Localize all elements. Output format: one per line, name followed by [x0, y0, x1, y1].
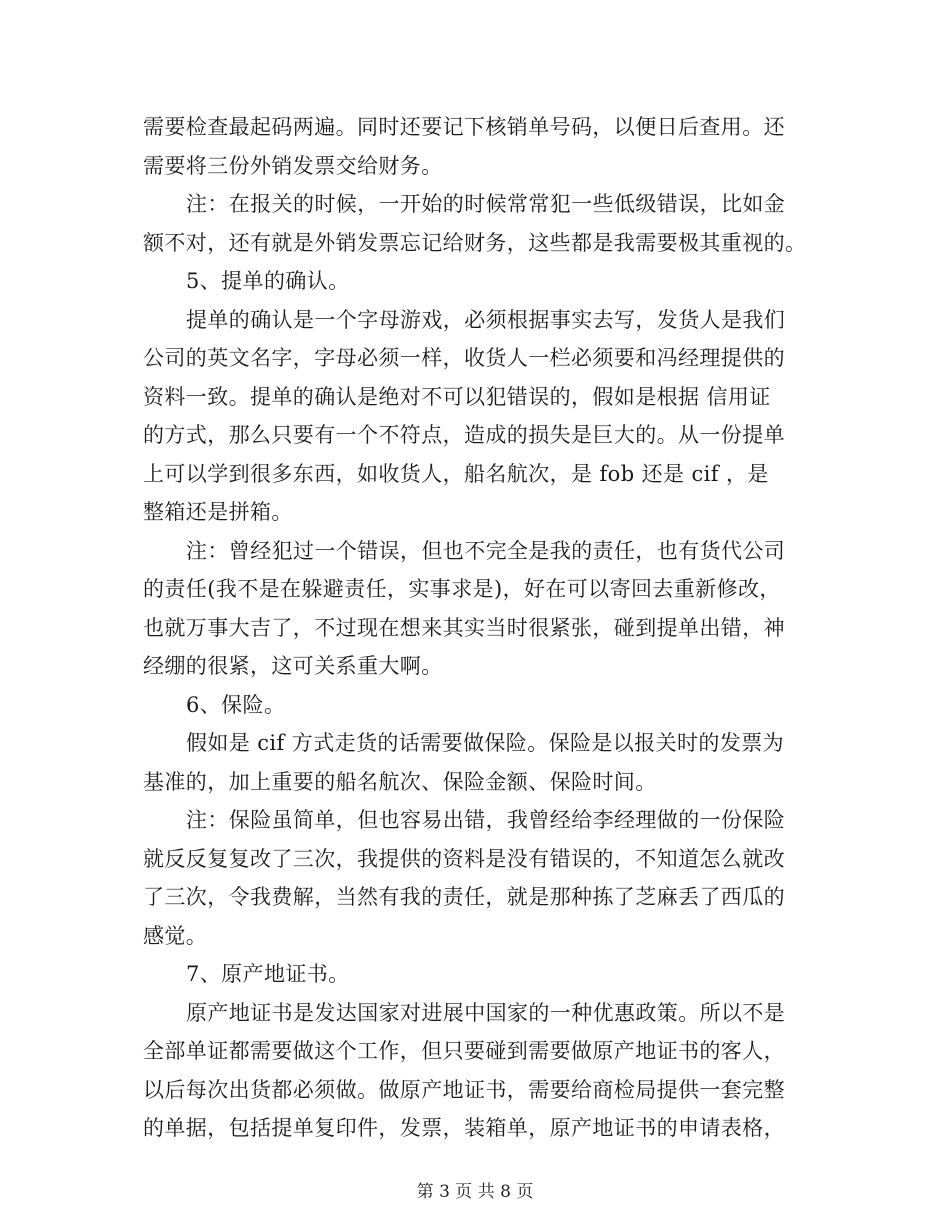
text-line: 的方式，那么只要有一个不符点，造成的损失是巨大的。从一份提单	[143, 423, 785, 447]
section-heading: 5、提单的确认。	[186, 269, 350, 293]
section-heading: 6、保险。	[186, 692, 286, 717]
text-line: 全部单证都需要做这个工作，但只要碰到需要做原产地证书的客人，	[143, 1039, 785, 1063]
text-line: 原产地证书是发达国家对进展中国家的一种优惠政策。所以不是	[186, 1000, 786, 1025]
text-line: 以后每次出货都必须做。做原产地证书，需要给商检局提供一套完整	[143, 1077, 785, 1102]
text-line: 需要检查最起码两遍。同时还要记下核销单号码，以便日后查用。还	[143, 115, 785, 139]
text-line: 感觉。	[143, 923, 208, 948]
text-line: 的单据，包括提单复印件，发票，装箱单，原产地证书的申请表格，	[143, 1116, 785, 1140]
text-line: 假如是 cif 方式走货的话需要做保险。保险是以报关时的发票为	[186, 731, 784, 755]
text-line: 经绷的很紧，这可关系重大啊。	[143, 654, 443, 678]
text-line: 的责任(我不是在躲避责任，实事求是)，好在可以寄回去重新修改，	[143, 577, 781, 601]
text-line: 需要将三份外销发票交给财务。	[143, 153, 443, 178]
page-footer: 第 3 页 共 8 页	[416, 1182, 534, 1202]
text-line: 也就万事大吉了，不过现在想来其实当时很紧张，碰到提单出错，神	[143, 615, 785, 640]
text-line: 了三次，令我费解，当然有我的责任，就是那种拣了芝麻丢了西瓜的	[143, 885, 785, 909]
text-line: 公司的英文名字，字母必须一样，收货人一栏必须要和冯经理提供的	[143, 346, 785, 370]
text-line: 额不对，还有就是外销发票忘记给财务，这些都是我需要极其重视的。	[143, 230, 807, 255]
text-line: 注：保险虽简单，但也容易出错，我曾经给李经理做的一份保险	[186, 808, 786, 832]
text-line: 上可以学到很多东西，如收货人，船名航次，是 fob 还是 cif ，是	[143, 461, 769, 486]
text-line: 基准的，加上重要的船名航次、保险金额、保险时间。	[143, 769, 657, 794]
section-heading: 7、原产地证书。	[186, 962, 350, 986]
body-text	[143, 108, 809, 1148]
text-line: 资料一致。提单的确认是绝对不可以犯错误的，假如是根据 信用证	[143, 384, 771, 409]
text-line: 整箱还是拼箱。	[143, 500, 293, 524]
text-line: 注：曾经犯过一个错误，但也不完全是我的责任，也有货代公司	[186, 538, 786, 563]
text-line: 就反反复复改了三次，我提供的资料是没有错误的，不知道怎么就改	[143, 846, 785, 871]
text-line: 提单的确认是一个字母游戏，必须根据事实去写，发货人是我们	[186, 307, 786, 332]
text-line: 注：在报关的时候，一开始的时候常常犯一些低级错误，比如金	[186, 192, 786, 216]
